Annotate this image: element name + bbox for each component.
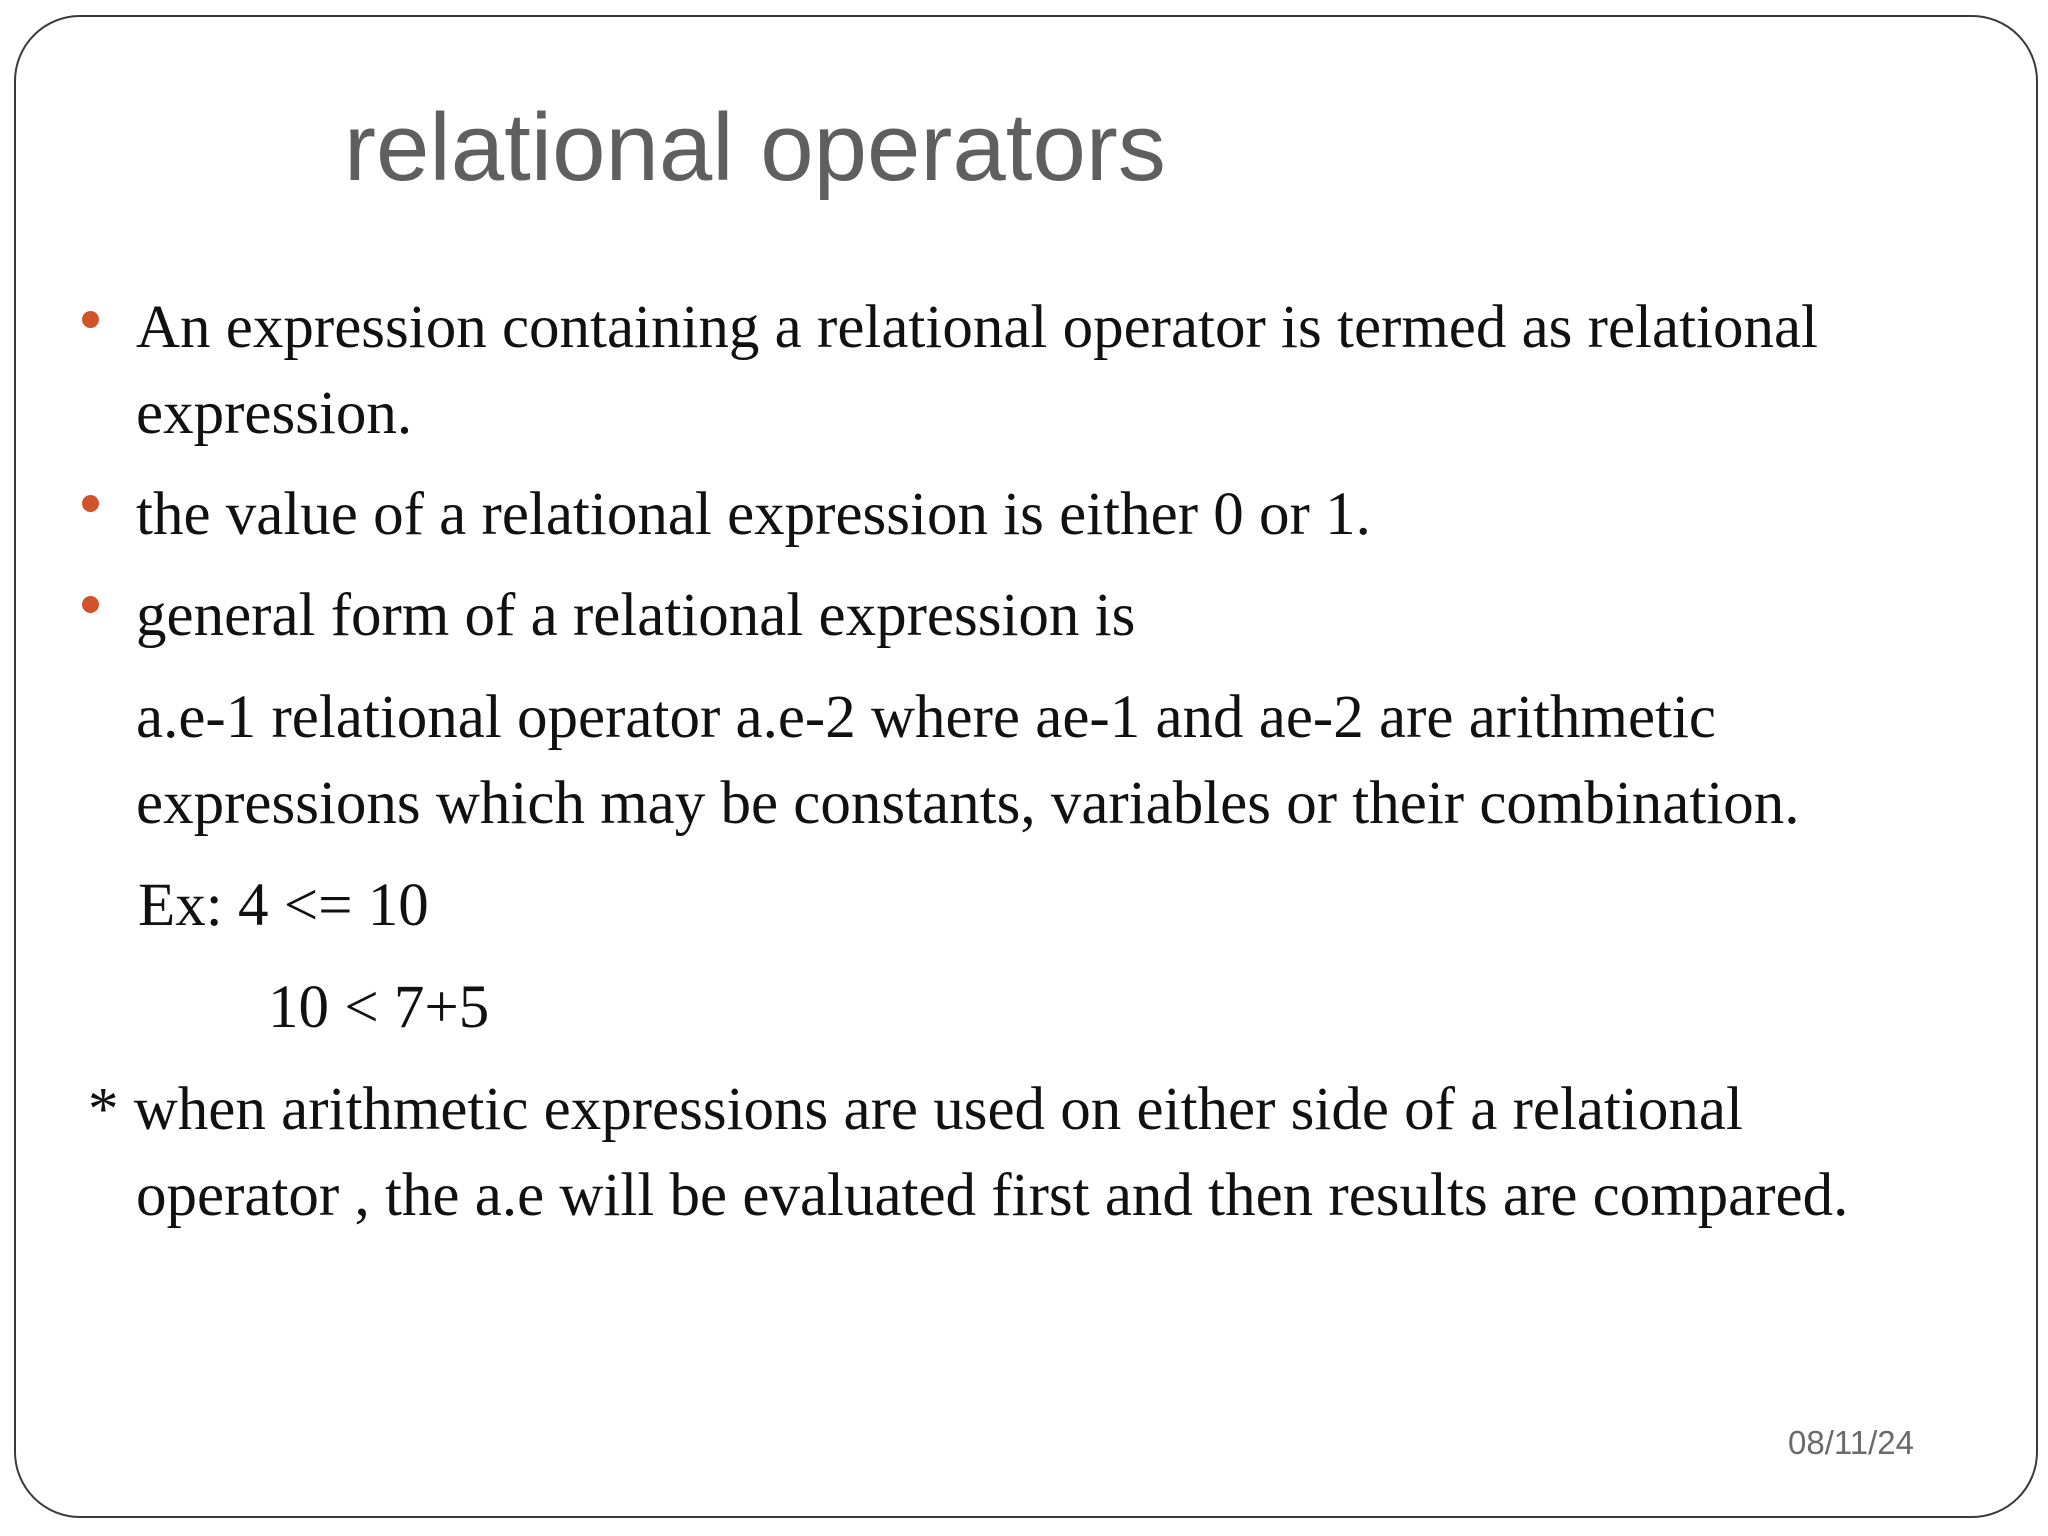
note-line-1: * when arithmetic expressions are used on either side of a relational (88, 1076, 1743, 1143)
example-line-2: 10 < 7+5 (268, 974, 490, 1041)
bullet-dot-2 (82, 495, 99, 512)
bullet-3-line-1: general form of a relational expression is (136, 582, 1136, 649)
general-form-line-2: expressions which may be constants, variables or their combination. (136, 770, 1800, 837)
bullet-2-line-1: the value of a relational expression is either 0 or 1. (136, 481, 1371, 548)
bullet-1-line-2: expression. (136, 380, 413, 447)
bullet-dot-3 (82, 596, 99, 613)
slide-title: relational operators (344, 94, 1166, 201)
bullet-dot-1 (82, 311, 99, 328)
example-line-1: Ex: 4 <= 10 (138, 872, 429, 939)
note-line-2: operator , the a.e will be evaluated first and then results are compared. (136, 1162, 1849, 1229)
slide-date: 08/11/24 (1788, 1424, 1915, 1461)
general-form-line-1: a.e-1 relational operator a.e-2 where ae-1 and ae-2 are arithmetic (136, 684, 1716, 751)
bullet-1-line-1: An expression containing a relational operator is termed as relational (136, 294, 1818, 361)
